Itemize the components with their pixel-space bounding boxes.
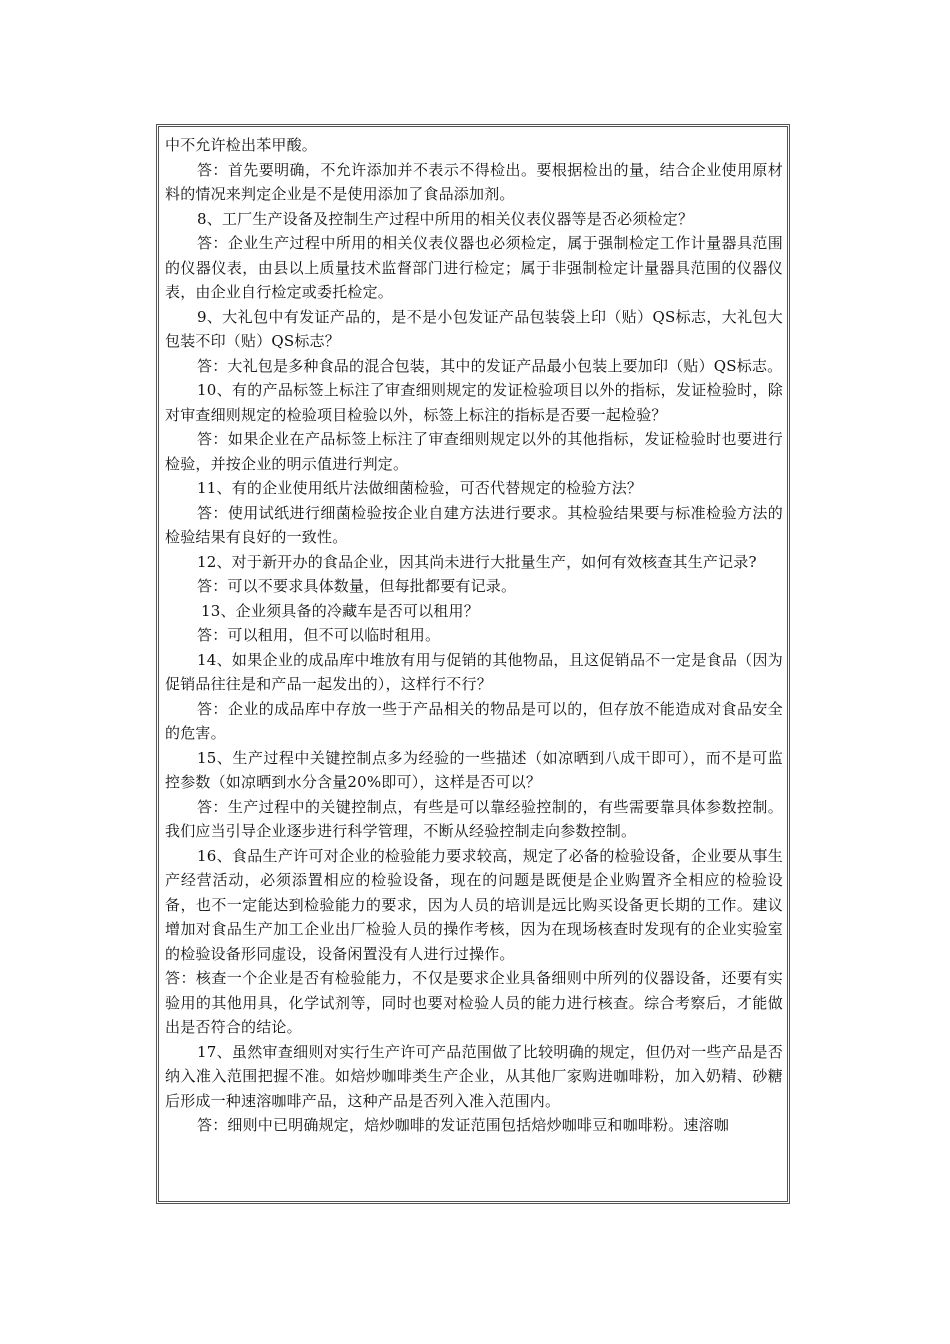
document-body bbox=[159, 127, 787, 1138]
paragraph: 10、有的产品标签上标注了审查细则规定的发证检验项目以外的指标，发证检验时，除对审查细则规定的检验项目检验以外，标签上标注的指标是否要一起检验？ bbox=[165, 381, 783, 424]
paragraph: 14、如果企业的成品库中堆放有用与促销的其他物品，且这促销品不一定是食品（因为促销品往往是和产品一起发出的），这样行不行？ bbox=[165, 650, 783, 693]
paragraph: 16、食品生产许可对企业的检验能力要求较高，规定了必备的检验设备，企业要从事生产经营活动，必须添置相应的检验设备，现在的问题是既便是企业购置齐全相应的检验设备，也不一定能达到检验能力的要求，因为人员的培训是远比购买设备更长期的工作。建议增加对食品生产加工企业出厂检验人员的操作考核，因为在现场核查时发现有的企业实验室的检验设备形同虚设，设备闲置没有人进行过操作。 bbox=[165, 846, 783, 963]
paragraph: 17、虽然审查细则对实行生产许可产品范围做了比较明确的规定，但仍对一些产品是否纳入准入范围把握不准。如焙炒咖啡类生产企业，从其他厂家购进咖啡粉，加入奶精、砂糖后形成一种速溶咖啡产品，这种产品是否列入准入范围内。 bbox=[165, 1042, 783, 1110]
paragraph: 答：如果企业在产品标签上标注了审查细则规定以外的其他指标，发证检验时也要进行检验，并按企业的明示值进行判定。 bbox=[165, 430, 783, 473]
paragraph: 12、对于新开办的食品企业，因其尚未进行大批量生产，如何有效核查其生产记录? bbox=[197, 552, 757, 571]
paragraph: 答：生产过程中的关键控制点，有些是可以靠经验控制的，有些需要靠具体参数控制。我们应当引导企业逐步进行科学管理，不断从经验控制走向参数控制。 bbox=[165, 797, 783, 840]
paragraph: 答：首先要明确，不允许添加并不表示不得检出。要根据检出的量，结合企业使用原材料的情况来判定企业是不是使用添加了食品添加剂。 bbox=[165, 160, 783, 203]
paragraph: 11、有的企业使用纸片法做细菌检验，可否代替规定的检验方法？ bbox=[197, 479, 643, 497]
paragraph: 8、工厂生产设备及控制生产过程中所用的相关仪表仪器等是否必须检定？ bbox=[197, 209, 694, 228]
paragraph: 13、企业须具备的冷藏车是否可以租用？ bbox=[201, 601, 479, 620]
paragraph: 答：使用试纸进行细菌检验按企业自建方法进行要求。其检验结果要与标准检验方法的检验结果有良好的一致性。 bbox=[165, 503, 783, 546]
paragraph: 中不允许检出苯甲酸。 bbox=[165, 136, 318, 154]
paragraph: 9、大礼包中有发证产品的，是不是小包发证产品包装袋上印（贴）QS标志，大礼包大包装不印（贴）QS标志？ bbox=[165, 307, 783, 350]
paragraph: 答：企业生产过程中所用的相关仪表仪器也必须检定，属于强制检定工作计量器具范围的仪器仪表，由县以上质量技术监督部门进行检定；属于非强制检定计量器具范围的仪器仪表，由企业自行检定或委托检定。 bbox=[165, 234, 783, 301]
paragraph: 15、生产过程中关键控制点多为经验的一些描述（如凉晒到八成干即可），而不是可监控参数（如凉晒到水分含量20%即可），这样是否可以？ bbox=[165, 748, 783, 791]
paragraph: 答：核查一个企业是否有检验能力，不仅是要求企业具备细则中所列的仪器设备，还要有实验用的其他用具，化学试剂等，同时也要对检验人员的能力进行核查。综合考察后，才能做出是否符合的结论。 bbox=[165, 969, 783, 1036]
paragraph: 答：企业的成品库中存放一些于产品相关的物品是可以的，但存放不能造成对食品安全的危害。 bbox=[165, 699, 783, 742]
paragraph: 答：细则中已明确规定，焙炒咖啡的发证范围包括焙炒咖啡豆和咖啡粉。速溶咖 bbox=[197, 1116, 730, 1134]
paragraph: 答：大礼包是多种食品的混合包装，其中的发证产品最小包装上要加印（贴）QS标志。 bbox=[197, 356, 783, 375]
paragraph: 答：可以不要求具体数量，但每批都要有记录。 bbox=[197, 577, 517, 595]
document-frame bbox=[156, 124, 790, 1204]
paragraph: 答：可以租用，但不可以临时租用。 bbox=[197, 626, 441, 644]
